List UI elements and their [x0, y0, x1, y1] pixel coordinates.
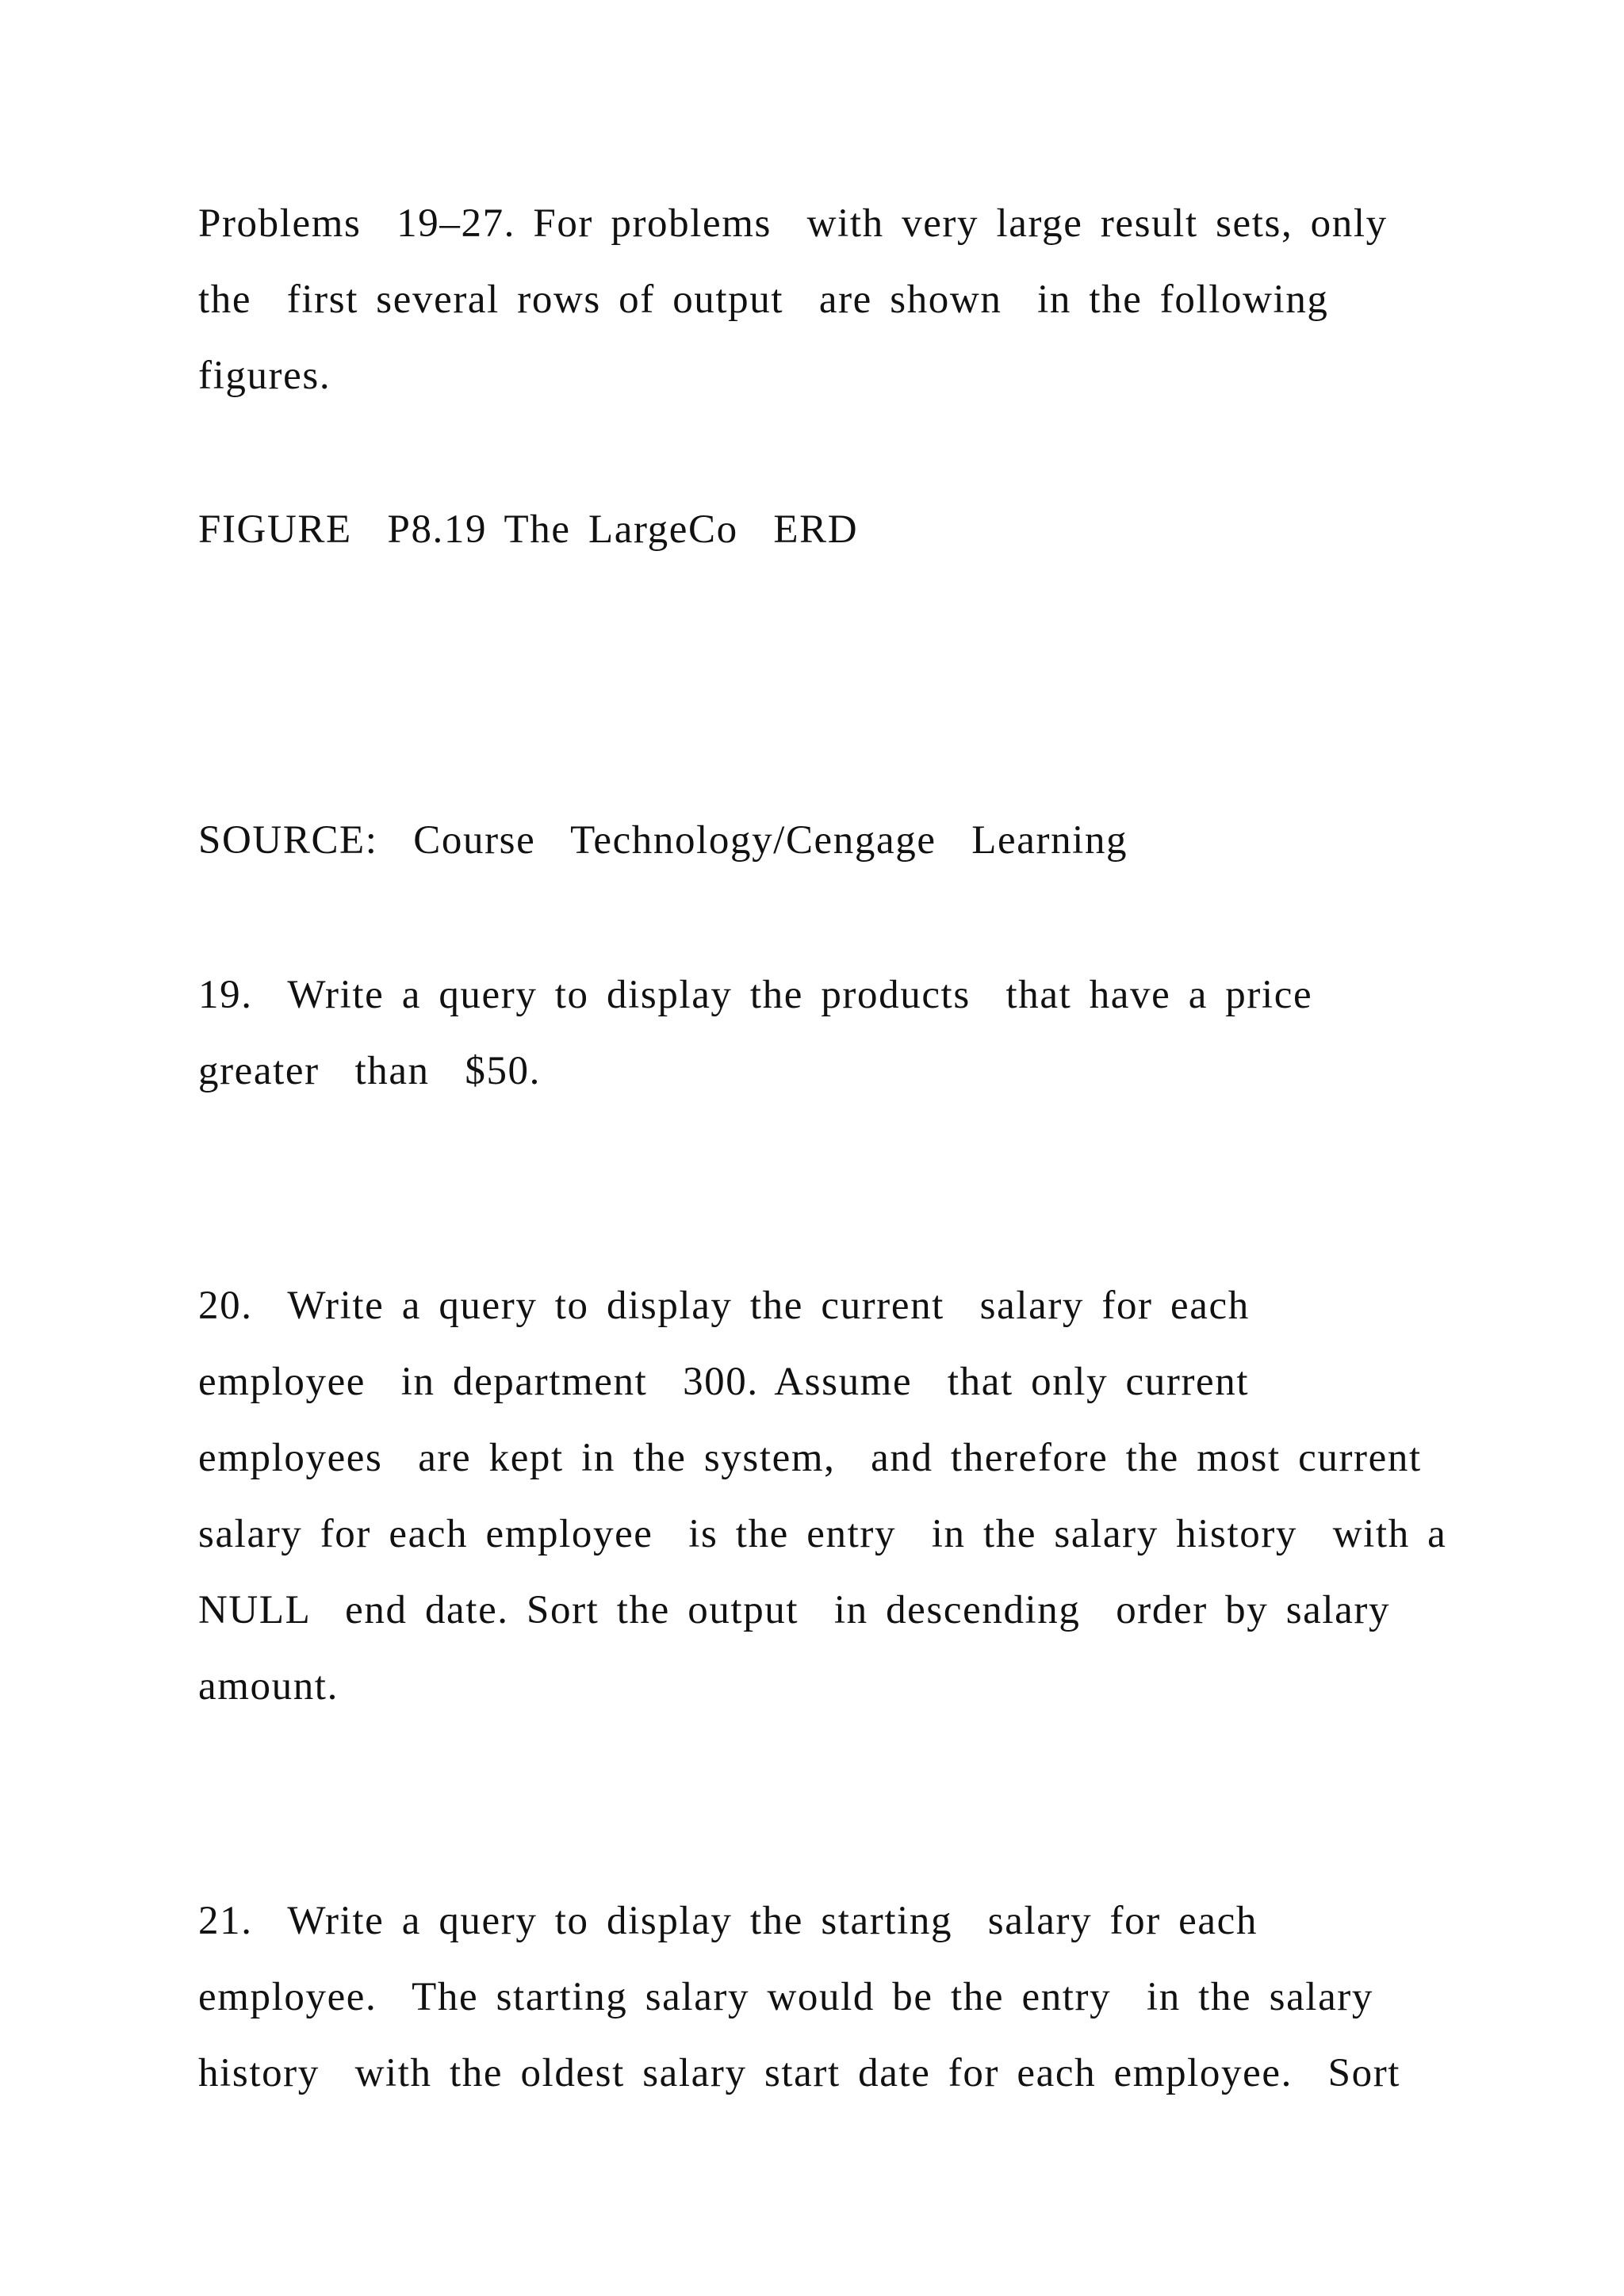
problem-20-line-2: employee in department 300. Assume that only current: [198, 1360, 1250, 1404]
problem-19-line-1: 19. Write a query to display the products that have a price: [198, 973, 1313, 1017]
intro-line-2: the first several rows of output are shown in the following: [198, 277, 1329, 322]
figure-source: SOURCE: Course Technology/Cengage Learning: [198, 818, 1128, 863]
problem-21-line-3: history with the oldest salary start date for each employee. Sort: [198, 2051, 1401, 2095]
problem-21-line-1: 21. Write a query to display the starting salary for each: [198, 1899, 1258, 1943]
figure-caption: FIGURE P8.19 The LargeCo ERD: [198, 507, 859, 552]
problem-20-line-3: employees are kept in the system, and therefore the most current: [198, 1436, 1422, 1480]
problem-19-line-2: greater than $50.: [198, 1049, 542, 1093]
problem-20-line-5: NULL end date. Sort the output in descending order by salary: [198, 1588, 1391, 1632]
problem-20-line-4: salary for each employee is the entry in the salary history with a: [198, 1512, 1447, 1556]
problem-20-line-6: amount.: [198, 1664, 339, 1709]
intro-line-3: figures.: [198, 354, 331, 398]
intro-line-1: Problems 19–27. For problems with very large result sets, only: [198, 201, 1388, 246]
problem-20-line-1: 20. Write a query to display the current salary for each: [198, 1284, 1250, 1328]
problem-21-line-2: employee. The starting salary would be the entry in the salary: [198, 1975, 1373, 2019]
